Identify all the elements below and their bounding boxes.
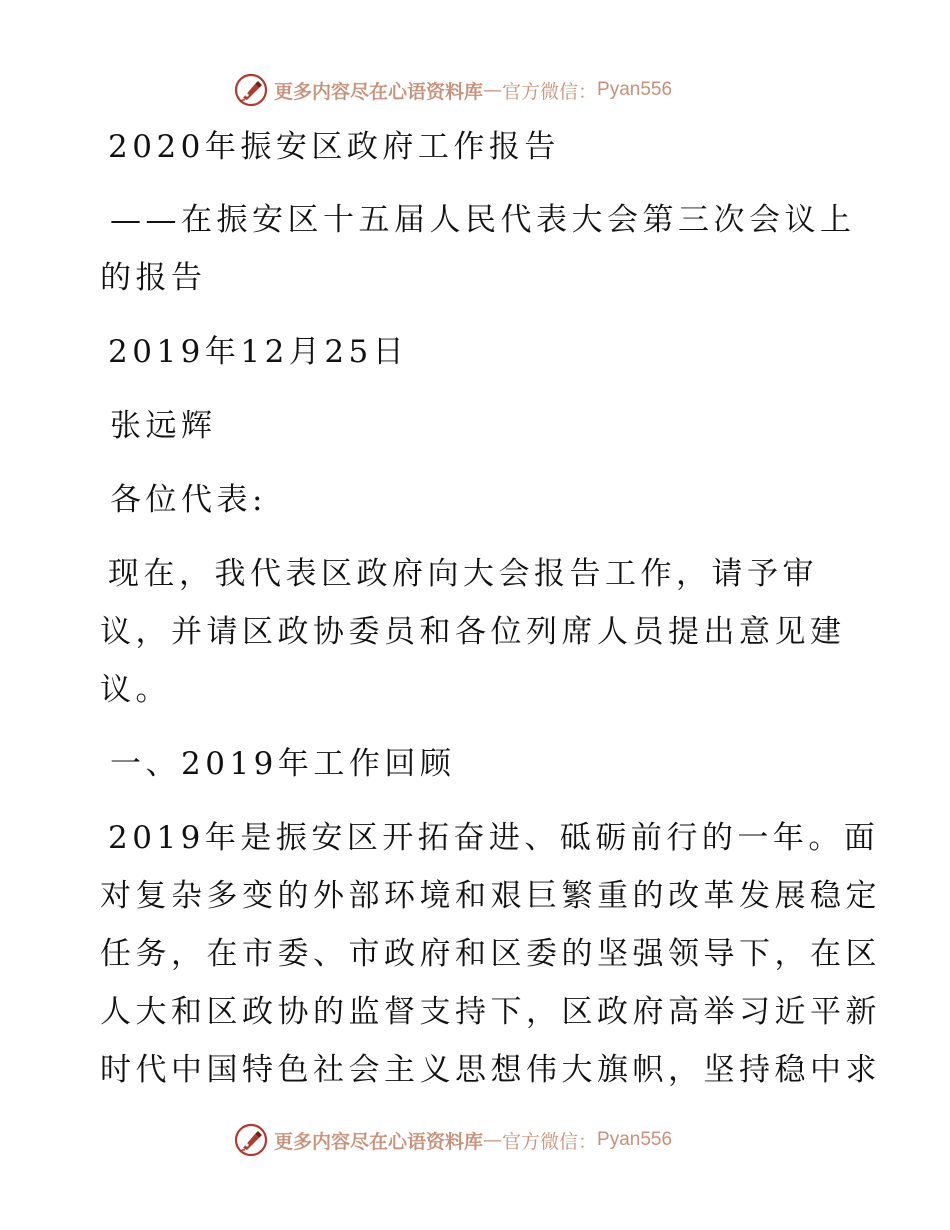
banner-wechat-id: Pyan556 bbox=[597, 1129, 673, 1150]
section-heading: 一、2019年工作回顾 bbox=[110, 746, 456, 782]
fountain-pen-logo-icon bbox=[234, 73, 268, 107]
banner-dash: — bbox=[483, 1129, 503, 1151]
body-line-2: 对复杂多变的外部环境和艰巨繁重的改革发展稳定 bbox=[100, 878, 881, 914]
body-line-5: 时代中国特色社会主义思想伟大旗帜，坚持稳中求 bbox=[100, 1052, 881, 1088]
document-subtitle-line-1: ——在振安区十五届人民代表大会第三次会议上 bbox=[110, 202, 856, 238]
document-author: 张远辉 bbox=[110, 408, 217, 444]
intro-line-3: 议。 bbox=[100, 672, 171, 708]
fountain-pen-logo-icon bbox=[234, 1123, 268, 1157]
banner-main-text: 更多内容尽在心语资料库 bbox=[274, 80, 484, 103]
document-date: 2019年12月25日 bbox=[108, 334, 409, 370]
banner-wechat-label: 官方微信： bbox=[502, 80, 598, 103]
banner-wechat-label: 官方微信： bbox=[502, 1130, 598, 1153]
salutation: 各位代表: bbox=[110, 482, 267, 518]
body-line-1: 2019年是振安区开拓奋进、砥砺前行的一年。面 bbox=[108, 820, 880, 856]
body-line-3: 任务，在市委、市政府和区委的坚强领导下，在区 bbox=[100, 936, 881, 972]
banner-wechat-id: Pyan556 bbox=[597, 79, 673, 100]
footer-watermark-banner bbox=[234, 1122, 672, 1158]
body-line-4: 人大和区政协的监督支持下，区政府高举习近平新 bbox=[100, 994, 881, 1030]
header-watermark-banner bbox=[234, 72, 672, 108]
banner-dash: — bbox=[483, 79, 503, 101]
intro-line-2: 议，并请区政协委员和各位列席人员提出意见建 bbox=[100, 614, 846, 650]
intro-line-1: 现在，我代表区政府向大会报告工作，请予审 bbox=[108, 556, 818, 592]
document-title: 2020年振安区政府工作报告 bbox=[108, 129, 560, 165]
document-subtitle-line-2: 的报告 bbox=[100, 260, 207, 296]
banner-main-text: 更多内容尽在心语资料库 bbox=[274, 1130, 484, 1153]
